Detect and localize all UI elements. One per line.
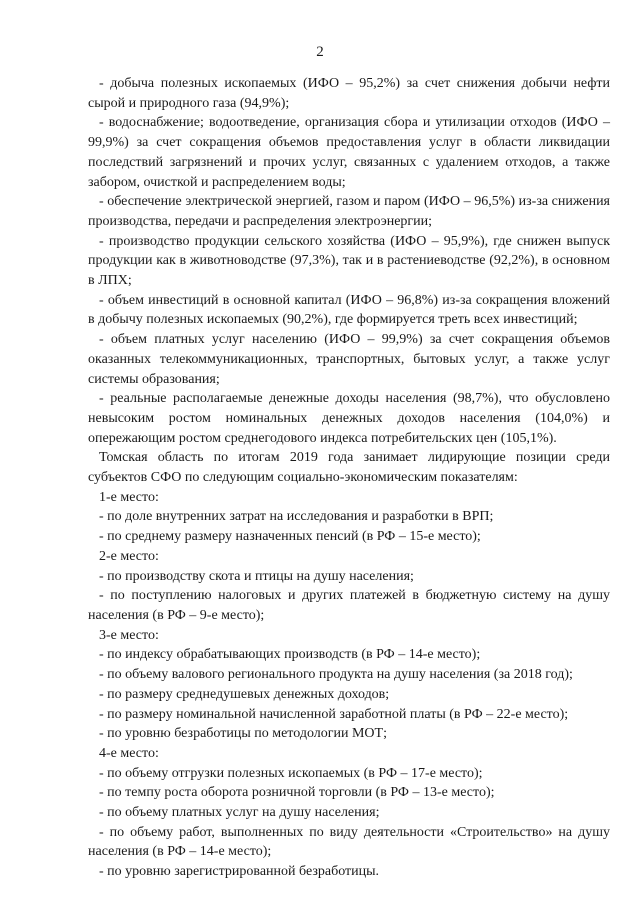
list-item: - по среднему размеру назначенных пенсий (в РФ – 15-е место);: [99, 529, 481, 545]
paragraph-water-supply: - водоснабжение; водоотведение, организация сбора и утилизации отходов (ИФО – 99,9%) за счет сокращения объемов предоставления услуг в области ликвидации последствий загрязнений и прочих услуг, связанных с удалением отходов, а также забором, очисткой и распределением воды;: [88, 115, 610, 190]
list-item: - по уровню безработицы по методологии МОТ;: [99, 726, 387, 742]
rank-heading-3: 3-е место:: [99, 627, 159, 643]
page-number: 2: [316, 44, 324, 60]
paragraph-investment: - объем инвестиций в основной капитал (ИФО – 96,8%) из-за сокращения вложений в добычу полезных ископаемых (90,2%), где формируется треть всех инвестиций;: [88, 292, 610, 328]
list-item: - по объему работ, выполненных по виду деятельности «Строительство» на душу населения (в РФ – 14-е место);: [88, 824, 610, 860]
paragraph-electricity: - обеспечение электрической энергией, газом и паром (ИФО – 96,5%) из-за снижения производства, передачи и распределения электроэнергии;: [88, 194, 610, 229]
list-item: - по размеру среднедушевых денежных доходов;: [99, 686, 390, 702]
paragraph-paid-services: - объем платных услуг населению (ИФО – 99,9%) за счет сокращения объемов оказанных телекоммуникационных, транспортных, бытовых услуг, а также услуг системы образования;: [88, 332, 610, 387]
paragraph-tomsk-summary: Томская область по итогам 2019 года занимает лидирующие позиции среди субъектов СФО по следующим социально-экономическим показателям:: [88, 450, 610, 486]
list-item: - по производству скота и птицы на душу населения;: [99, 568, 414, 584]
list-item: - по индексу обрабатывающих производств (в РФ – 14-е место);: [99, 647, 481, 663]
list-item: - по объему отгрузки полезных ископаемых (в РФ – 17-е место);: [99, 765, 483, 781]
list-item: - по поступлению налоговых и других платежей в бюджетную систему на душу населения (в РФ – 9-е место);: [88, 588, 610, 623]
paragraph-mining: - добыча полезных ископаемых (ИФО – 95,2%) за счет снижения добычи нефти сырой и природного газа (94,9%);: [88, 76, 610, 111]
rank-heading-1: 1-е место:: [99, 489, 159, 505]
list-item: - по уровню зарегистрированной безработицы.: [99, 864, 380, 880]
paragraph-agriculture: - производство продукции сельского хозяйства (ИФО – 95,9%), где снижен выпуск продукции как в животноводстве (97,3%), так и в растениеводстве (92,2%), в основном в ЛПХ;: [88, 233, 610, 289]
rank-heading-2: 2-е место:: [99, 548, 159, 564]
list-item: - по объему платных услуг на душу населения;: [99, 805, 380, 821]
list-item: - по доле внутренних затрат на исследования и разработки в ВРП;: [99, 509, 494, 525]
list-item: - по объему валового регионального продукта на душу населения (за 2018 год);: [99, 667, 573, 683]
document-body: [88, 74, 610, 882]
list-item: - по размеру номинальной начисленной заработной платы (в РФ – 22-е место);: [99, 706, 569, 722]
paragraph-real-income: - реальные располагаемые денежные доходы населения (98,7%), что обусловлено невысоким ростом номинальных денежных доходов населения (104,0%) и опережающим ростом среднегодового индекса потребительских цен (105,1%).: [88, 391, 610, 446]
rank-heading-4: 4-е место:: [99, 745, 159, 761]
list-item: - по темпу роста оборота розничной торговли (в РФ – 13-е место);: [99, 785, 495, 801]
